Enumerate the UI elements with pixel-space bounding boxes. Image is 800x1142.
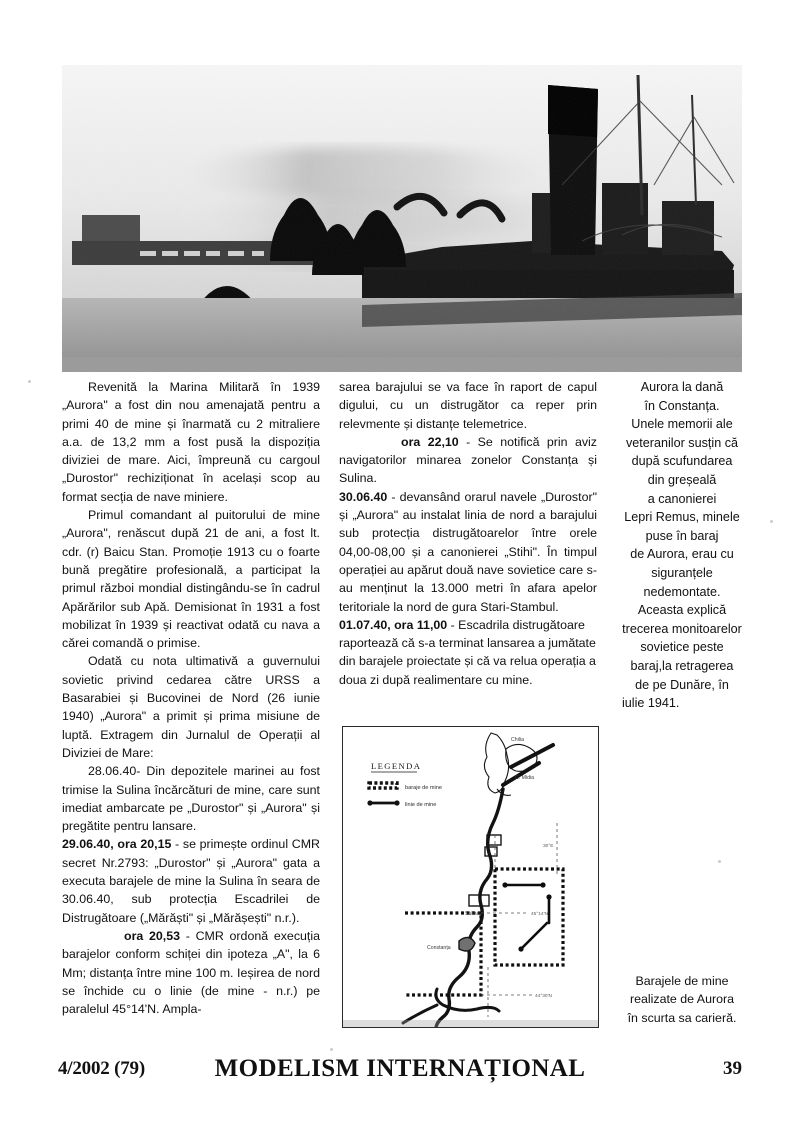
log-entry-text: - se primește ordinul CMR secret Nr.2793: „Durostor" și „Aurora" gata a executa barajele de mine la Sulina în seara de 30.06.40, sub protecția Escadrilei de Distrugătoare („Mărăști" și „Mărășești" n.r.).: [62, 837, 320, 925]
paragraph: 28.06.40- Din depozitele marinei au fost trimise la Sulina încărcături de mine, care sunt imediat ambarcate pe „Durostor" și „Aurora" și pregătite pentru lansare.: [62, 764, 320, 834]
caption-line: de Aurora, erau cu: [630, 547, 734, 562]
log-entry: [339, 433, 597, 488]
log-entry: [62, 927, 320, 1018]
map-label-delta: C. Midia: [515, 775, 535, 781]
log-entry-date: ora 20,53: [124, 928, 181, 943]
page-footer: [0, 1055, 800, 1098]
map-coord-2: 44°30'N: [535, 994, 552, 999]
minefield-map-drawing: [343, 727, 598, 1027]
log-entry-date: 01.07.40, ora 11,00: [339, 617, 448, 632]
map-label-chilia: Chilia: [511, 737, 524, 743]
map-caption-line: în scurta sa carieră.: [627, 1010, 737, 1025]
map-caption-line: Barajele de mine: [635, 974, 729, 988]
map-coord-1: 45°14'N: [531, 912, 548, 917]
caption-line: nedemontate.: [643, 584, 721, 599]
caption-line: veteranilor susțin că: [626, 435, 738, 450]
caption-line: de pe Dunăre, în: [635, 677, 729, 692]
paragraph: Revenită la Marina Militară în 1939 „Aurora" a fost din nou amenajată pentru a primi 40 de mine și înarmată cu 2 mitraliere a.a. de 13,2 mm a fost pusă la dispoziția diviziei de mare. Aici, împreună cu cargoul „Durostor" rechiziționat în același scop au format secția de nave miniere.: [62, 380, 320, 504]
legend-label-2: linie de mine: [405, 802, 437, 808]
footer-page-number: 39: [723, 1058, 742, 1079]
log-entry-date: ora 22,10: [401, 434, 459, 449]
caption-line: puse în baraj: [645, 528, 719, 543]
map-label-constanta: Constanța: [427, 945, 451, 951]
map-coord-3: 30°E: [543, 844, 554, 849]
footer-issue: 4/2002 (79): [58, 1058, 145, 1079]
caption-line: trecerea monitoarelor: [622, 621, 742, 636]
caption-line: în Constanța.: [644, 398, 720, 413]
caption-line: Aceasta explică: [637, 603, 727, 618]
caption-line: siguranțele: [651, 565, 713, 580]
text-column-1: [62, 378, 320, 1018]
log-entry-date: 29.06.40, ora 20,15: [62, 837, 172, 852]
map-label-sulina: Sulina: [465, 911, 480, 917]
map-caption: [612, 972, 752, 1027]
caption-line: după scufundarea: [631, 454, 733, 469]
caption-line: a canonierei: [647, 491, 717, 506]
log-entry-text: - CMR ordonă execuția barajelor conform schiței din ipoteza „A", la 6 Mm; distanța între mine 100 m. Ieșirea de nord se închide cu o linie (de mine - n.r.) pe paralelul 45°14'N. Ampla-: [62, 928, 320, 1017]
caption-line: sovietice peste: [640, 640, 724, 655]
log-entry-date: 30.06.40: [339, 489, 388, 504]
aurora-photo-image: [62, 65, 742, 372]
caption-line: Lepri Remus, minele: [624, 510, 740, 525]
paragraph: sarea barajului se va face în raport de capul digului, cu un distrugător ca reper prin relevmente și distanțe telemetrice.: [339, 380, 597, 431]
minefield-map: [342, 726, 599, 1028]
caption-line: Aurora la dană: [640, 380, 724, 394]
log-entry-text: - Escadrila distrugătoare raportează că s-a terminat lansarea a jumătate din barajele proiectate și că va relua operația a doua zi după realimentare cu mine.: [339, 617, 596, 687]
caption-line: baraj,la retragerea: [630, 658, 734, 673]
footer-publication-title: MODELISM INTERNAȚIONAL: [214, 1055, 586, 1082]
scan-speck: [28, 380, 31, 383]
legend-label-1: baraje de mine: [405, 785, 443, 791]
log-entry-text: - devansând orarul navele „Durostor" și „Aurora" au instalat linia de nord a barajului sub protecția distrugătoarelor între orele 04,00-08,00 și a canonierei „Stihi". În timpul operației au apărut două nave sovietice care s-au menținut la 13.000 metri în afara apelor teritoriale la nord de gura Stari-Stambul.: [339, 489, 597, 614]
log-entry: [339, 616, 597, 689]
caption-line: iulie 1941.: [622, 696, 680, 711]
scan-speck: [770, 520, 773, 523]
caption-line: din greșeală: [647, 472, 717, 487]
photo-caption: [622, 378, 742, 713]
scan-speck: [718, 860, 721, 863]
legend-title: LEGENDA: [371, 761, 422, 771]
map-caption-line: realizate de Aurora: [629, 992, 734, 1007]
paragraph: Primul comandant al puitorului de mine „Aurora", renăscut după 21 de ani, a fost lt. cdr. (r) Baicu Stan. Promoție 1913 cu o foarte bună pregătire profesională, a participat la primul război mondial distingându-se în cadrul Apărărilor sub Apă. Demisionat în 1931 a fost mobilizat în 1939 și reactivat odată cu nava a cărei comandă o primise.: [62, 508, 320, 651]
text-column-2: [339, 378, 597, 689]
log-entry: [339, 488, 597, 616]
aurora-photo: [62, 65, 742, 372]
log-entry-text: - Se notifică prin aviz navigatorilor minarea zonelor Constanța și Sulina.: [339, 434, 597, 486]
caption-line: Unele memorii ale: [631, 417, 733, 432]
paragraph: Odată cu nota ultimativă a guvernului sovietic privind cedarea către URSS a Basarabiei și Bucovinei de Nord (26 iunie 1940) „Aurora" a primit și prima misiune de luptă. Extragem din Jurnalul de Operații al Diviziei de Mare:: [62, 654, 320, 760]
log-entry: [62, 835, 320, 926]
scan-speck: [330, 1048, 333, 1051]
